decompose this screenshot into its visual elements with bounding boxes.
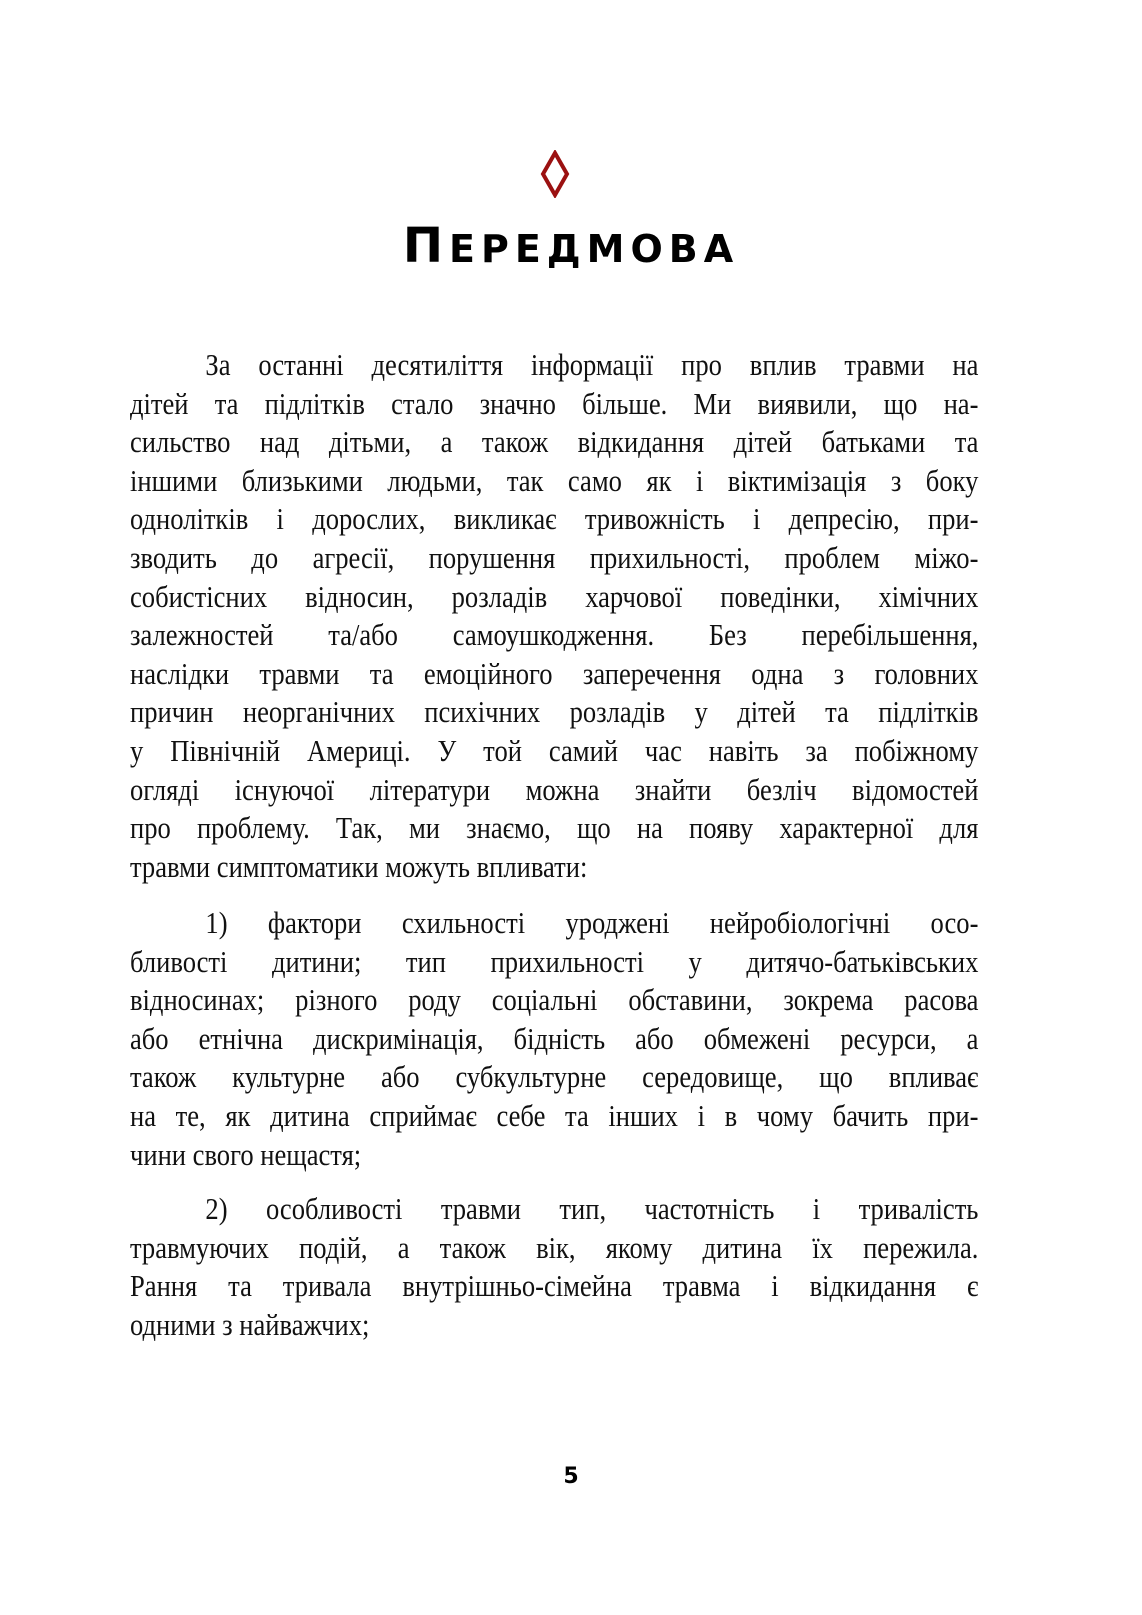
text-line: 1) фактори схильності уроджені нейробіологічні осо- — [205, 905, 979, 940]
text-line: одними з найважчих; — [130, 1306, 370, 1342]
text-line: відносинах; різного роду соціальні обставини, зокрема расова — [130, 982, 979, 1018]
text-line: про проблему. Так, ми знаємо, що на появу характерної для — [130, 810, 979, 846]
page-number: 5 — [563, 1464, 579, 1489]
text-line: травми симптоматики можуть впливати: — [130, 848, 588, 884]
text-line: бливості дитини; тип прихильності у дитячо-батьківських — [130, 943, 979, 979]
text-line: у Північній Америці. У той самий час навіть за побіжному — [130, 732, 979, 768]
text-line: огляді існуючої літератури можна знайти безліч відомостей — [130, 771, 979, 807]
text-line: однолітків і дорослих, викликає тривожність і депресію, при- — [130, 501, 979, 537]
text-line: зводить до агресії, порушення прихильності, проблем міжо- — [130, 539, 979, 575]
title-initial: П — [402, 218, 450, 274]
text-line: сильство над дітьми, а також відкидання дітей батьками та — [130, 424, 979, 460]
paragraph-item-2 — [130, 1190, 978, 1344]
page-title — [0, 218, 1142, 274]
text-line: залежностей та/або самоушкодження. Без перебільшення, — [130, 617, 979, 653]
text-line: чини свого нещастя; — [130, 1136, 362, 1172]
text-line: причин неорганічних психічних розладів у дітей та підлітків — [130, 694, 979, 730]
text-line: на те, як дитина сприймає себе та інших і в чому бачить при- — [130, 1097, 979, 1133]
text-line: 2) особливості травми тип, частотність і тривалість — [205, 1191, 979, 1226]
text-line: травмуючих подій, а також вік, якому дитина їх пережила. — [130, 1229, 979, 1265]
text-line: собистісних відносин, розладів харчової поведінки, хімічних — [130, 578, 979, 614]
text-line: іншими близькими людьми, так само як і віктимізація з боку — [130, 462, 979, 498]
paragraph-item-1 — [130, 904, 978, 1174]
text-line: Рання та тривала внутрішньо-сімейна травма і відкидання є — [130, 1268, 979, 1304]
diamond-ornament-icon — [538, 150, 572, 198]
text-line: дітей та підлітків стало значно більше. Ми виявили, що на- — [130, 385, 979, 421]
text-line: також культурне або субкультурне середовище, що впливає — [130, 1059, 979, 1095]
paragraph-intro — [130, 346, 978, 886]
text-line: або етнічна дискримінація, бідність або обмежені ресурси, а — [130, 1020, 979, 1056]
text-line: За останні десятиліття інформації про вплив травми на — [205, 347, 979, 382]
text-line: наслідки травми та емоційного заперечення одна з головних — [130, 655, 979, 691]
title-rest: ЕРЕДМОВА — [449, 227, 740, 271]
